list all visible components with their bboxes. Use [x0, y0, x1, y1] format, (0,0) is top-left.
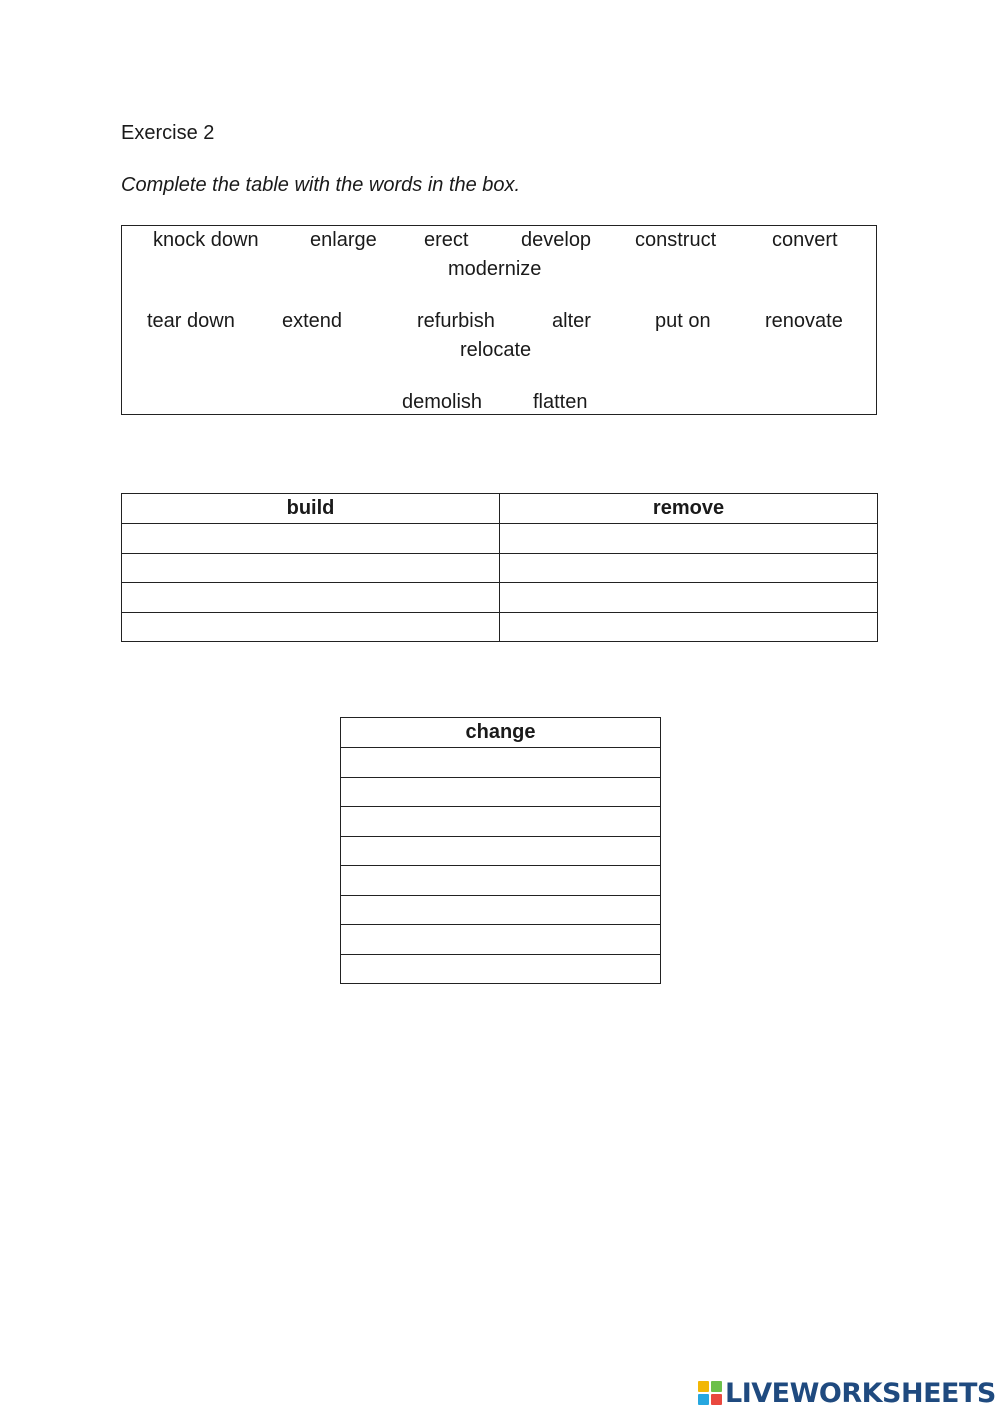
change-table — [340, 717, 661, 984]
liveworksheets-logo-icon — [697, 1380, 723, 1406]
remove-answer-cell[interactable] — [500, 553, 878, 583]
word-chip[interactable]: erect — [424, 229, 469, 251]
brand-name: LIVEWORKSHEETS — [725, 1377, 996, 1409]
word-chip[interactable]: convert — [772, 229, 838, 251]
word-chip[interactable]: demolish — [402, 391, 483, 413]
build-answer-cell[interactable] — [122, 524, 500, 554]
change-answer-cell[interactable] — [341, 836, 661, 866]
change-header: change — [341, 718, 661, 748]
change-answer-cell[interactable] — [341, 777, 661, 807]
change-answer-cell[interactable] — [341, 925, 661, 955]
remove-answer-cell[interactable] — [500, 612, 878, 642]
exercise-instruction: Complete the table with the words in the box. — [121, 174, 521, 196]
table-row — [341, 954, 661, 984]
exercise-title: Exercise 2 — [121, 122, 215, 144]
change-answer-cell[interactable] — [341, 866, 661, 896]
build-header: build — [122, 494, 500, 524]
build-remove-table — [121, 493, 878, 642]
word-chip[interactable]: construct — [635, 229, 717, 251]
table-row — [122, 583, 878, 613]
table-row — [122, 553, 878, 583]
word-box — [121, 225, 877, 415]
table-row — [341, 807, 661, 837]
word-chip[interactable]: renovate — [765, 310, 843, 332]
change-answer-cell[interactable] — [341, 748, 661, 778]
word-chip[interactable]: flatten — [533, 391, 588, 413]
word-chip[interactable]: tear down — [147, 310, 235, 332]
word-chip[interactable]: put on — [655, 310, 711, 332]
table-row — [122, 612, 878, 642]
change-answer-cell[interactable] — [341, 895, 661, 925]
build-answer-cell[interactable] — [122, 612, 500, 642]
word-chip[interactable]: relocate — [460, 339, 532, 361]
table-header-row — [122, 494, 878, 524]
table-row — [341, 895, 661, 925]
word-chip[interactable]: refurbish — [417, 310, 495, 332]
table-row — [341, 866, 661, 896]
word-chip[interactable]: alter — [552, 310, 591, 332]
remove-header: remove — [500, 494, 878, 524]
word-chip[interactable]: extend — [282, 310, 343, 332]
table-row — [122, 524, 878, 554]
remove-answer-cell[interactable] — [500, 583, 878, 613]
table-row — [341, 925, 661, 955]
liveworksheets-logo[interactable] — [697, 1375, 996, 1411]
table-row — [341, 836, 661, 866]
table-row — [341, 748, 661, 778]
remove-answer-cell[interactable] — [500, 524, 878, 554]
table-header-row — [341, 718, 661, 748]
change-answer-cell[interactable] — [341, 954, 661, 984]
table-row — [341, 777, 661, 807]
build-answer-cell[interactable] — [122, 553, 500, 583]
build-answer-cell[interactable] — [122, 583, 500, 613]
word-chip[interactable]: develop — [521, 229, 592, 251]
change-answer-cell[interactable] — [341, 807, 661, 837]
word-chip[interactable]: modernize — [448, 258, 542, 280]
word-chip[interactable]: knock down — [153, 229, 259, 251]
word-chip[interactable]: enlarge — [310, 229, 377, 251]
